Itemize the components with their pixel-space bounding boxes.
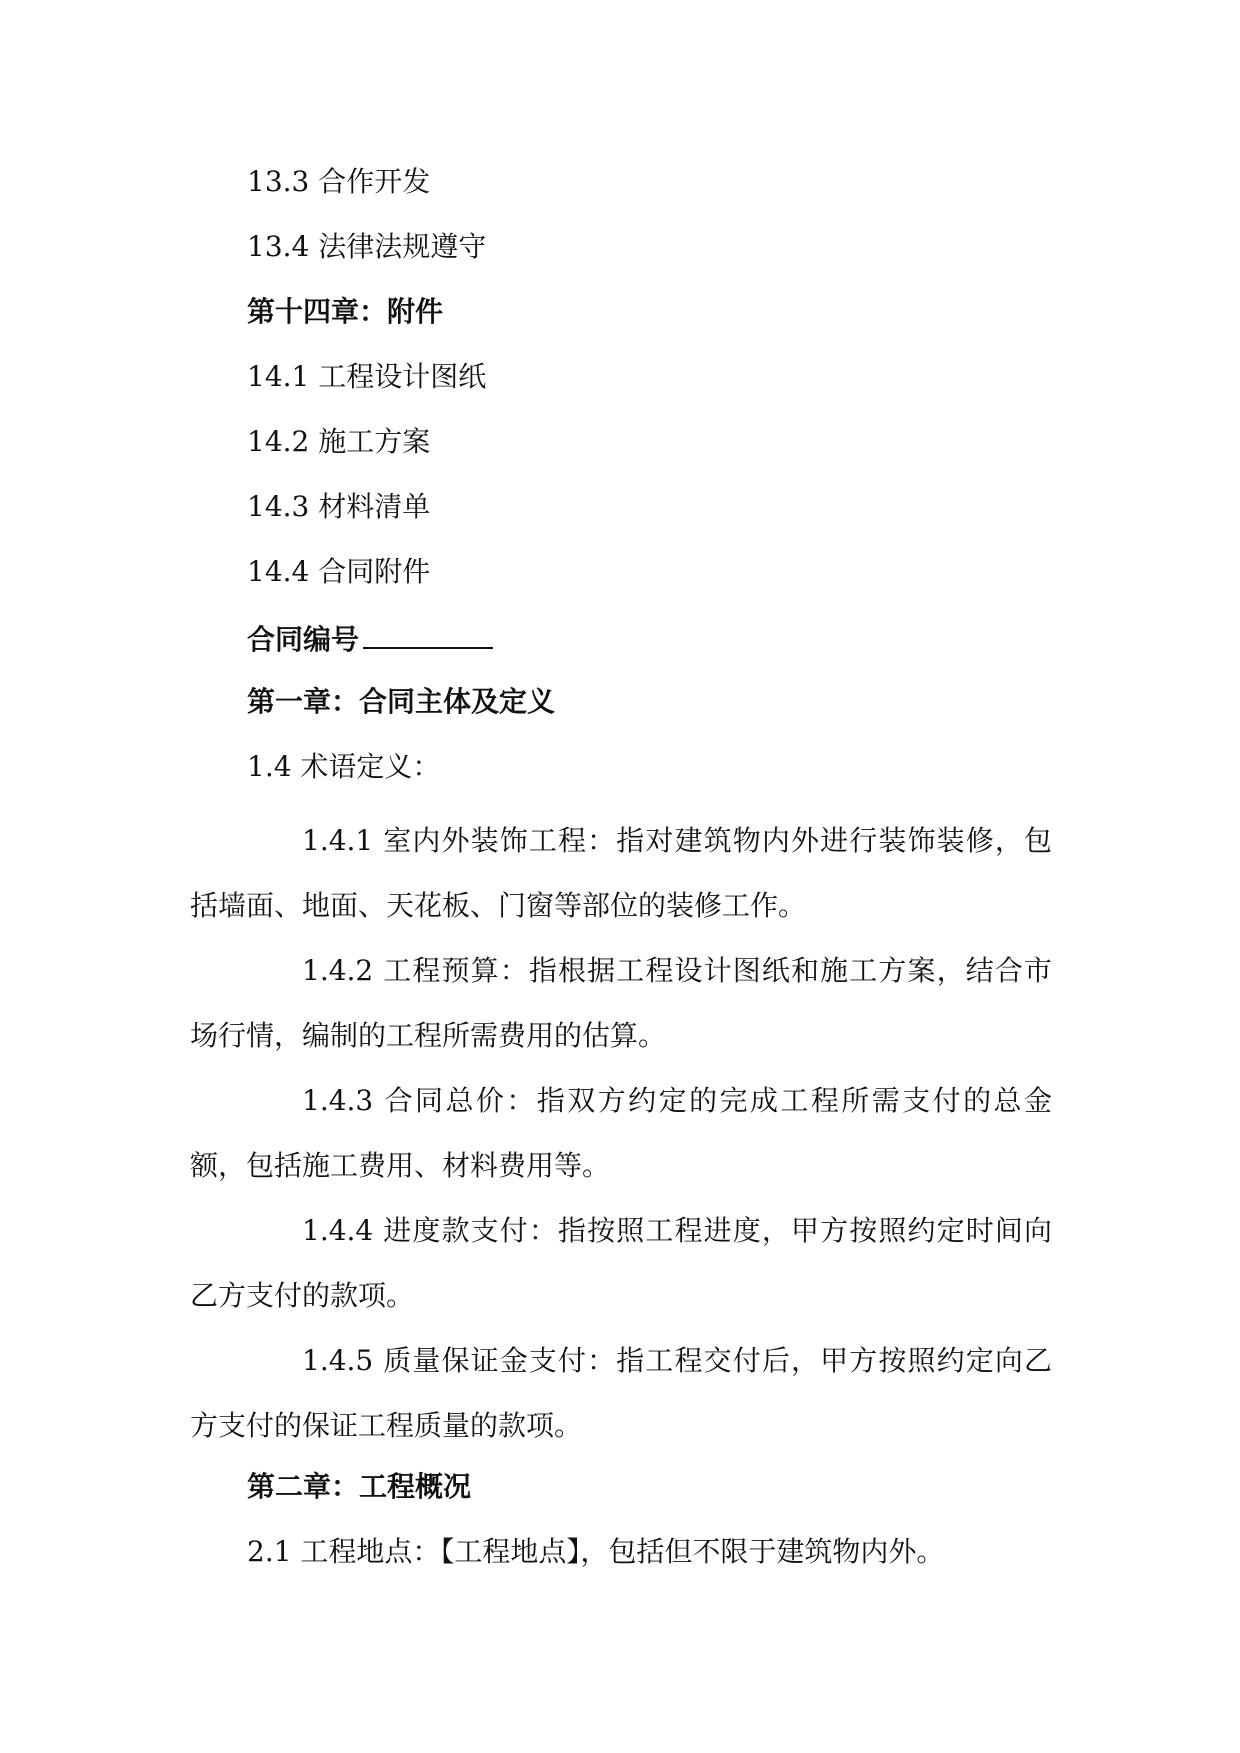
section-14-2: 14.2 施工方案 bbox=[247, 425, 431, 458]
definition-1-4-3: 1.4.3 合同总价：指双方约定的完成工程所需支付的总金额，包括施工费用、材料费用等。 bbox=[190, 1084, 1052, 1182]
definition-1-4-1: 1.4.1 室内外装饰工程：指对建筑物内外进行装饰装修，包括墙面、地面、天花板、门窗等部位的装修工作。 bbox=[190, 824, 1052, 922]
chapter-2-heading: 第二章：工程概况 bbox=[247, 1470, 472, 1503]
contract-number-label: 合同编号 bbox=[247, 623, 360, 656]
section-14-3: 14.3 材料清单 bbox=[247, 490, 431, 523]
section-1-4: 1.4 术语定义： bbox=[247, 750, 441, 783]
section-13-4: 13.4 法律法规遵守 bbox=[247, 230, 487, 263]
section-14-4: 14.4 合同附件 bbox=[247, 555, 431, 588]
section-13-3: 13.3 合作开发 bbox=[247, 165, 431, 198]
contract-number-row bbox=[247, 619, 493, 658]
definition-1-4-5: 1.4.5 质量保证金支付：指工程交付后，甲方按照约定向乙方支付的保证工程质量的款项。 bbox=[190, 1344, 1052, 1442]
contract-number-blank bbox=[363, 619, 493, 649]
definition-1-4-4: 1.4.4 进度款支付：指按照工程进度，甲方按照约定时间向乙方支付的款项。 bbox=[190, 1214, 1052, 1312]
section-14-1: 14.1 工程设计图纸 bbox=[247, 360, 487, 393]
section-2-1: 2.1 工程地点：【工程地点】，包括但不限于建筑物内外。 bbox=[247, 1535, 945, 1568]
chapter-1-heading: 第一章：合同主体及定义 bbox=[247, 685, 556, 718]
definition-1-4-2: 1.4.2 工程预算：指根据工程设计图纸和施工方案，结合市场行情，编制的工程所需费用的估算。 bbox=[190, 954, 1052, 1052]
chapter-14-heading: 第十四章：附件 bbox=[247, 295, 444, 328]
